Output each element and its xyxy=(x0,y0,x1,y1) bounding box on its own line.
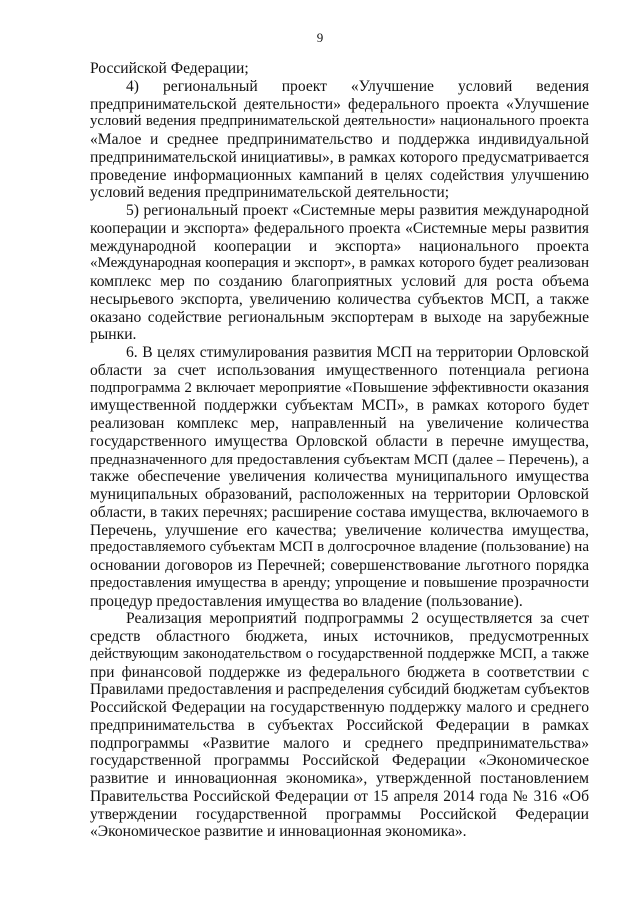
document-body xyxy=(90,60,589,841)
text-line: имущественной поддержки субъектам МСП», в рамках которого будет xyxy=(90,397,589,415)
text-line: кооперации и экспорта» федерального проекта «Системные меры развития xyxy=(90,219,589,237)
text-line: процедур предоставления имущества во владение (пользование). xyxy=(90,592,523,610)
text-line: предназначенного для предоставления субъектам МСП (далее – Перечень), а xyxy=(90,450,589,468)
text-line: государственного имущества Орловской области в перечне имущества, xyxy=(90,432,589,450)
text-line: условий ведения предпринимательской деятельности; xyxy=(90,184,450,202)
text-line: подпрограмма 2 включает мероприятие «Повышение эффективности оказания xyxy=(90,379,589,396)
text-line: области, в таких перечнях; расширение состава имущества, включаемого в xyxy=(90,503,589,521)
text-line: 6. В целях стимулирования развития МСП на территории Орловской xyxy=(126,344,589,361)
text-line: Российской Федерации на государственную поддержку малого и среднего xyxy=(90,699,589,716)
text-line: государственной программы Российской Федерации «Экономическое xyxy=(90,752,589,770)
text-line: муниципальных образований, расположенных на территории Орловской xyxy=(90,486,589,503)
text-line: предпринимательской деятельности» федерального проекта «Улучшение xyxy=(90,95,589,113)
text-line: основании договоров из Перечней; совершенствование льготного порядка xyxy=(90,557,589,574)
text-line: несырьевого экспорта, увеличению количества субъектов МСП, а также xyxy=(90,290,589,308)
text-line: «Экономическое развитие и инновационная экономика». xyxy=(90,823,467,841)
text-line: средств областного бюджета, иных источников, предусмотренных xyxy=(90,628,589,645)
text-line: условий ведения предпринимательской деятельности» национального проекта xyxy=(90,113,589,130)
text-line: Правилами предоставления и распределения субсидий бюджетам субъектов xyxy=(90,681,590,699)
text-line: предоставляемого субъектам МСП в долгосрочное владение (пользование) на xyxy=(90,539,589,556)
text-line: Перечень, улучшение его качества; увеличение количества имущества, xyxy=(90,521,589,539)
text-line: 4) региональный проект «Улучшение условий ведения xyxy=(126,77,589,95)
text-line: предоставления имущества в аренду; упрощение и повышение прозрачности xyxy=(90,574,589,591)
text-line: проведение информационных кампаний в целях содействия улучшению xyxy=(90,166,589,184)
text-line: подпрограммы «Развитие малого и среднего предпринимательства» xyxy=(90,734,589,752)
text-line: «Малое и среднее предпринимательство и поддержка индивидуальной xyxy=(90,131,589,148)
text-line: Реализация мероприятий подпрограммы 2 осуществляется за счет xyxy=(126,610,589,628)
text-line: международной кооперации и экспорта» национального проекта xyxy=(90,237,589,255)
text-line: 5) региональный проект «Системные меры развития международной xyxy=(126,202,589,219)
text-line: утверждении государственной программы Российской Федерации xyxy=(90,805,589,823)
text-line: Российской Федерации; xyxy=(90,60,249,77)
text-line: рынки. xyxy=(90,326,137,344)
text-line: области за счет использования имущественного потенциала региона xyxy=(90,361,589,379)
text-line: оказано содействие региональным экспортерам в выходе на зарубежные xyxy=(90,308,589,326)
text-line: «Международная кооперация и экспорт», в рамках которого будет реализован xyxy=(90,255,589,272)
text-line: предпринимательства в субъектах Российской Федерации в рамках xyxy=(90,716,589,734)
text-line: комплекс мер по созданию благоприятных условий для роста объема xyxy=(90,273,589,290)
text-line: реализован комплекс мер, направленный на увеличение количества xyxy=(90,415,589,432)
text-line: Правительства Российской Федерации от 15 апреля 2014 года № 316 «Об xyxy=(90,787,589,805)
text-line: развитие и инновационная экономика», утвержденной постановлением xyxy=(90,770,589,787)
text-line: предпринимательской инициативы», в рамках которого предусматривается xyxy=(90,148,589,166)
text-line: при финансовой поддержке из федерального бюджета в соответствии с xyxy=(90,663,589,681)
text-line: действующим законодательством о государственной поддержке МСП, а также xyxy=(90,645,589,662)
text-line: также обеспечение увеличения количества муниципального имущества xyxy=(90,468,589,486)
page-number: 9 xyxy=(316,30,324,45)
